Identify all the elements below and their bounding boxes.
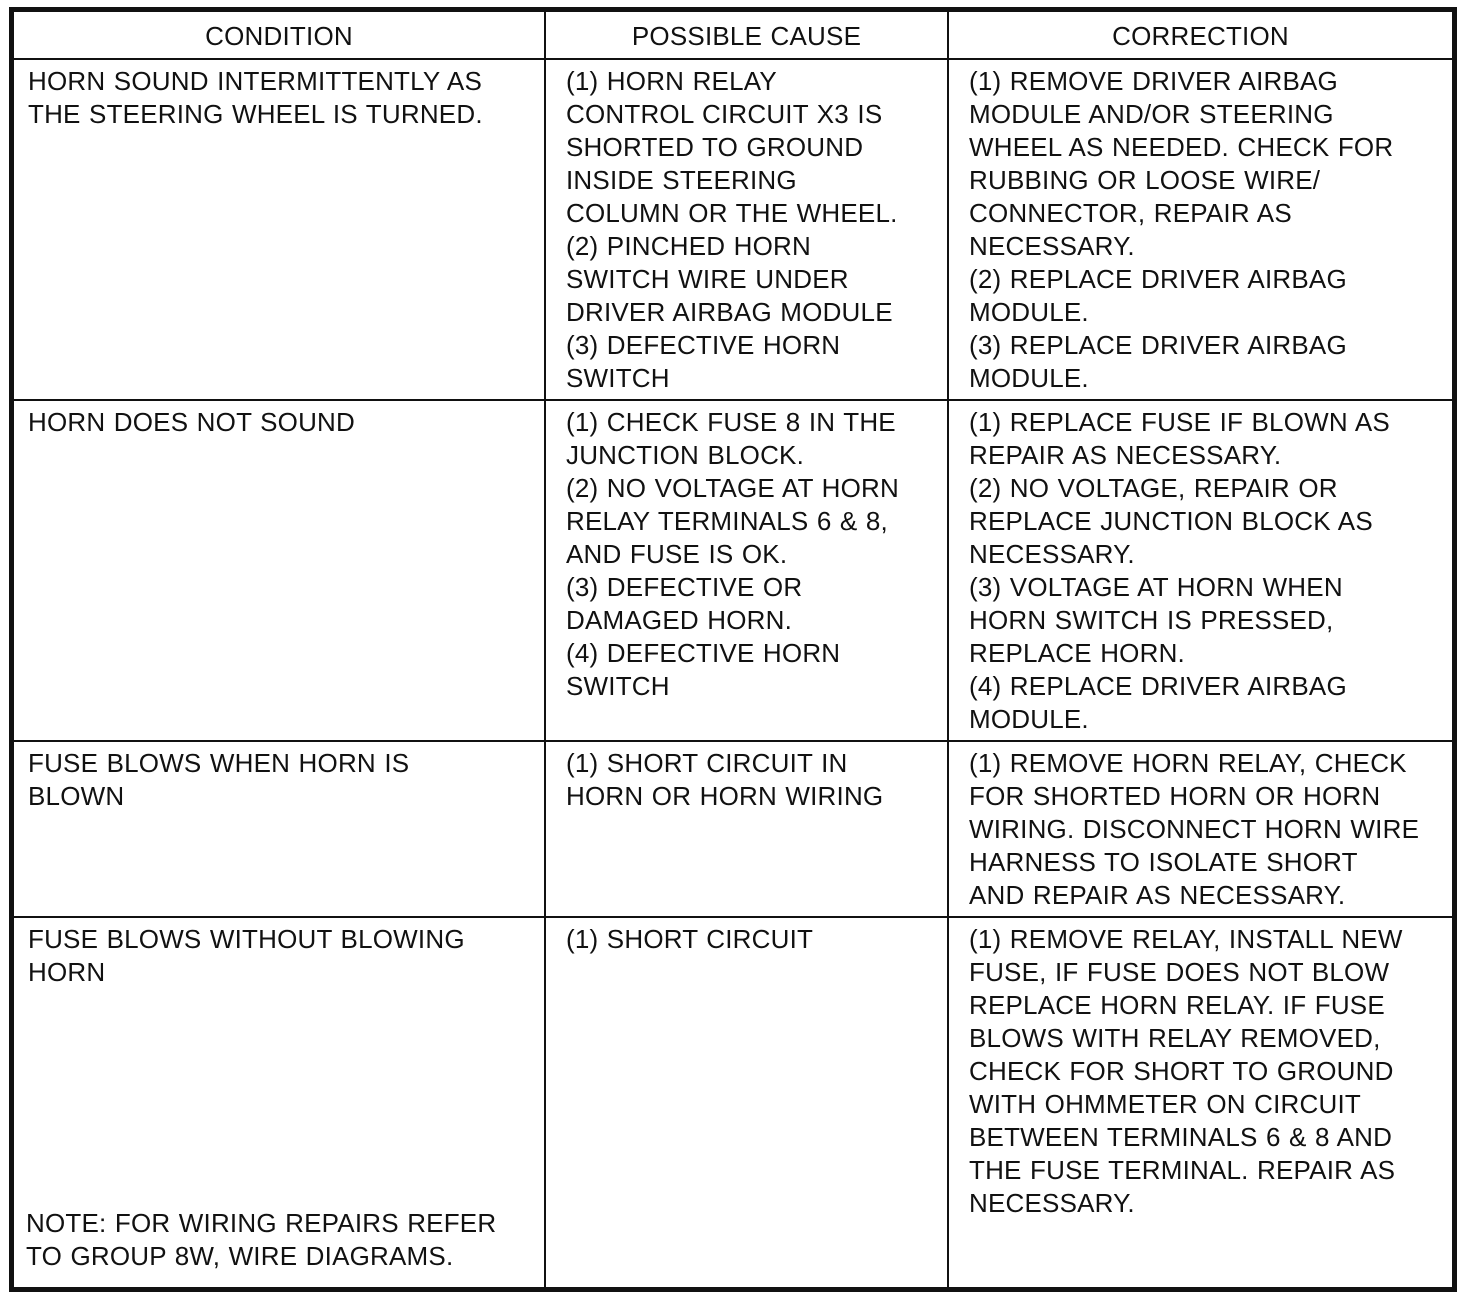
correction-line: (1) REMOVE DRIVER AIRBAG [969, 66, 1338, 96]
correction-line: (1) REMOVE HORN RELAY, CHECK [969, 748, 1407, 778]
correction-line: NECESSARY. [969, 231, 1135, 261]
correction-line: (1) REMOVE RELAY, INSTALL NEW [969, 924, 1403, 954]
correction-line: (2) REPLACE DRIVER AIRBAG [969, 264, 1347, 294]
correction-cell [948, 400, 1453, 741]
correction-line: FUSE, IF FUSE DOES NOT BLOW [969, 957, 1390, 987]
correction-line: WHEEL AS NEEDED. CHECK FOR [969, 132, 1394, 162]
correction-line: CONNECTOR, REPAIR AS [969, 198, 1292, 228]
correction-line: AND REPAIR AS NECESSARY. [969, 880, 1346, 910]
correction-line: BETWEEN TERMINALS 6 & 8 AND [969, 1122, 1393, 1152]
header-possible-cause: POSSIBLE CAUSE [545, 11, 948, 59]
diagnosis-table-frame [9, 7, 1457, 1292]
cause-line: DRIVER AIRBAG MODULE [566, 297, 893, 327]
cause-line: (1) SHORT CIRCUIT [566, 924, 814, 954]
note-line: TO GROUP 8W, WIRE DIAGRAMS. [26, 1241, 454, 1271]
condition-line: BLOWN [28, 781, 125, 811]
cause-line: SWITCH [566, 671, 670, 701]
cause-cell [545, 59, 948, 400]
cause-line: (4) DEFECTIVE HORN [566, 638, 841, 668]
wiring-note [26, 1207, 496, 1273]
correction-line: FOR SHORTED HORN OR HORN [969, 781, 1381, 811]
cause-cell [545, 741, 948, 917]
correction-line: REPAIR AS NECESSARY. [969, 440, 1282, 470]
correction-line: CHECK FOR SHORT TO GROUND [969, 1056, 1394, 1086]
cause-line: SWITCH [566, 363, 670, 393]
cause-cell [545, 400, 948, 741]
cause-line: DAMAGED HORN. [566, 605, 793, 635]
table-row [13, 400, 1453, 741]
condition-line: HORN DOES NOT SOUND [28, 407, 356, 437]
cause-line: SWITCH WIRE UNDER [566, 264, 849, 294]
table-row [13, 59, 1453, 400]
correction-line: MODULE AND/OR STEERING [969, 99, 1334, 129]
condition-cell [13, 59, 545, 400]
correction-cell [948, 741, 1453, 917]
correction-line: (3) VOLTAGE AT HORN WHEN [969, 572, 1343, 602]
condition-cell [13, 917, 545, 1288]
correction-line: WIRING. DISCONNECT HORN WIRE [969, 814, 1420, 844]
cause-line: (3) DEFECTIVE OR [566, 572, 803, 602]
correction-line: REPLACE JUNCTION BLOCK AS [969, 506, 1373, 536]
correction-line: WITH OHMMETER ON CIRCUIT [969, 1089, 1361, 1119]
correction-line: (1) REPLACE FUSE IF BLOWN AS [969, 407, 1390, 437]
correction-line: THE FUSE TERMINAL. REPAIR AS [969, 1155, 1396, 1185]
cause-cell [545, 917, 948, 1288]
correction-line: NECESSARY. [969, 1188, 1135, 1218]
cause-line: (1) HORN RELAY [566, 66, 777, 96]
cause-line: AND FUSE IS OK. [566, 539, 788, 569]
condition-line: FUSE BLOWS WITHOUT BLOWING [28, 924, 465, 954]
correction-line: MODULE. [969, 297, 1089, 327]
correction-line: MODULE. [969, 704, 1089, 734]
diagnosis-table [12, 10, 1454, 1289]
table-row [13, 741, 1453, 917]
cause-line: (2) PINCHED HORN [566, 231, 811, 261]
header-condition: CONDITION [13, 11, 545, 59]
table-row [13, 917, 1453, 1288]
correction-line: (4) REPLACE DRIVER AIRBAG [969, 671, 1347, 701]
correction-line: REPLACE HORN RELAY. IF FUSE [969, 990, 1385, 1020]
correction-line: HORN SWITCH IS PRESSED, [969, 605, 1334, 635]
cause-line: JUNCTION BLOCK. [566, 440, 805, 470]
condition-cell [13, 741, 545, 917]
correction-line: (2) NO VOLTAGE, REPAIR OR [969, 473, 1338, 503]
correction-cell [948, 59, 1453, 400]
correction-line: HARNESS TO ISOLATE SHORT [969, 847, 1358, 877]
cause-line: COLUMN OR THE WHEEL. [566, 198, 898, 228]
correction-line: (3) REPLACE DRIVER AIRBAG [969, 330, 1347, 360]
cause-line: (2) NO VOLTAGE AT HORN [566, 473, 899, 503]
correction-line: NECESSARY. [969, 539, 1135, 569]
correction-line: REPLACE HORN. [969, 638, 1185, 668]
correction-line: RUBBING OR LOOSE WIRE/ [969, 165, 1321, 195]
correction-line: BLOWS WITH RELAY REMOVED, [969, 1023, 1381, 1053]
correction-line: MODULE. [969, 363, 1089, 393]
cause-line: (1) CHECK FUSE 8 IN THE [566, 407, 896, 437]
header-row [13, 11, 1453, 59]
condition-line: HORN [28, 957, 106, 987]
cause-line: HORN OR HORN WIRING [566, 781, 884, 811]
cause-line: (1) SHORT CIRCUIT IN [566, 748, 848, 778]
cause-line: (3) DEFECTIVE HORN [566, 330, 841, 360]
condition-line: THE STEERING WHEEL IS TURNED. [28, 99, 483, 129]
header-correction: CORRECTION [948, 11, 1453, 59]
correction-cell [948, 917, 1453, 1288]
note-line: NOTE: FOR WIRING REPAIRS REFER [26, 1208, 497, 1238]
cause-line: RELAY TERMINALS 6 & 8, [566, 506, 888, 536]
condition-line: HORN SOUND INTERMITTENTLY AS [28, 66, 483, 96]
condition-line: FUSE BLOWS WHEN HORN IS [28, 748, 410, 778]
condition-cell [13, 400, 545, 741]
cause-line: INSIDE STEERING [566, 165, 797, 195]
cause-line: CONTROL CIRCUIT X3 IS [566, 99, 883, 129]
cause-line: SHORTED TO GROUND [566, 132, 864, 162]
